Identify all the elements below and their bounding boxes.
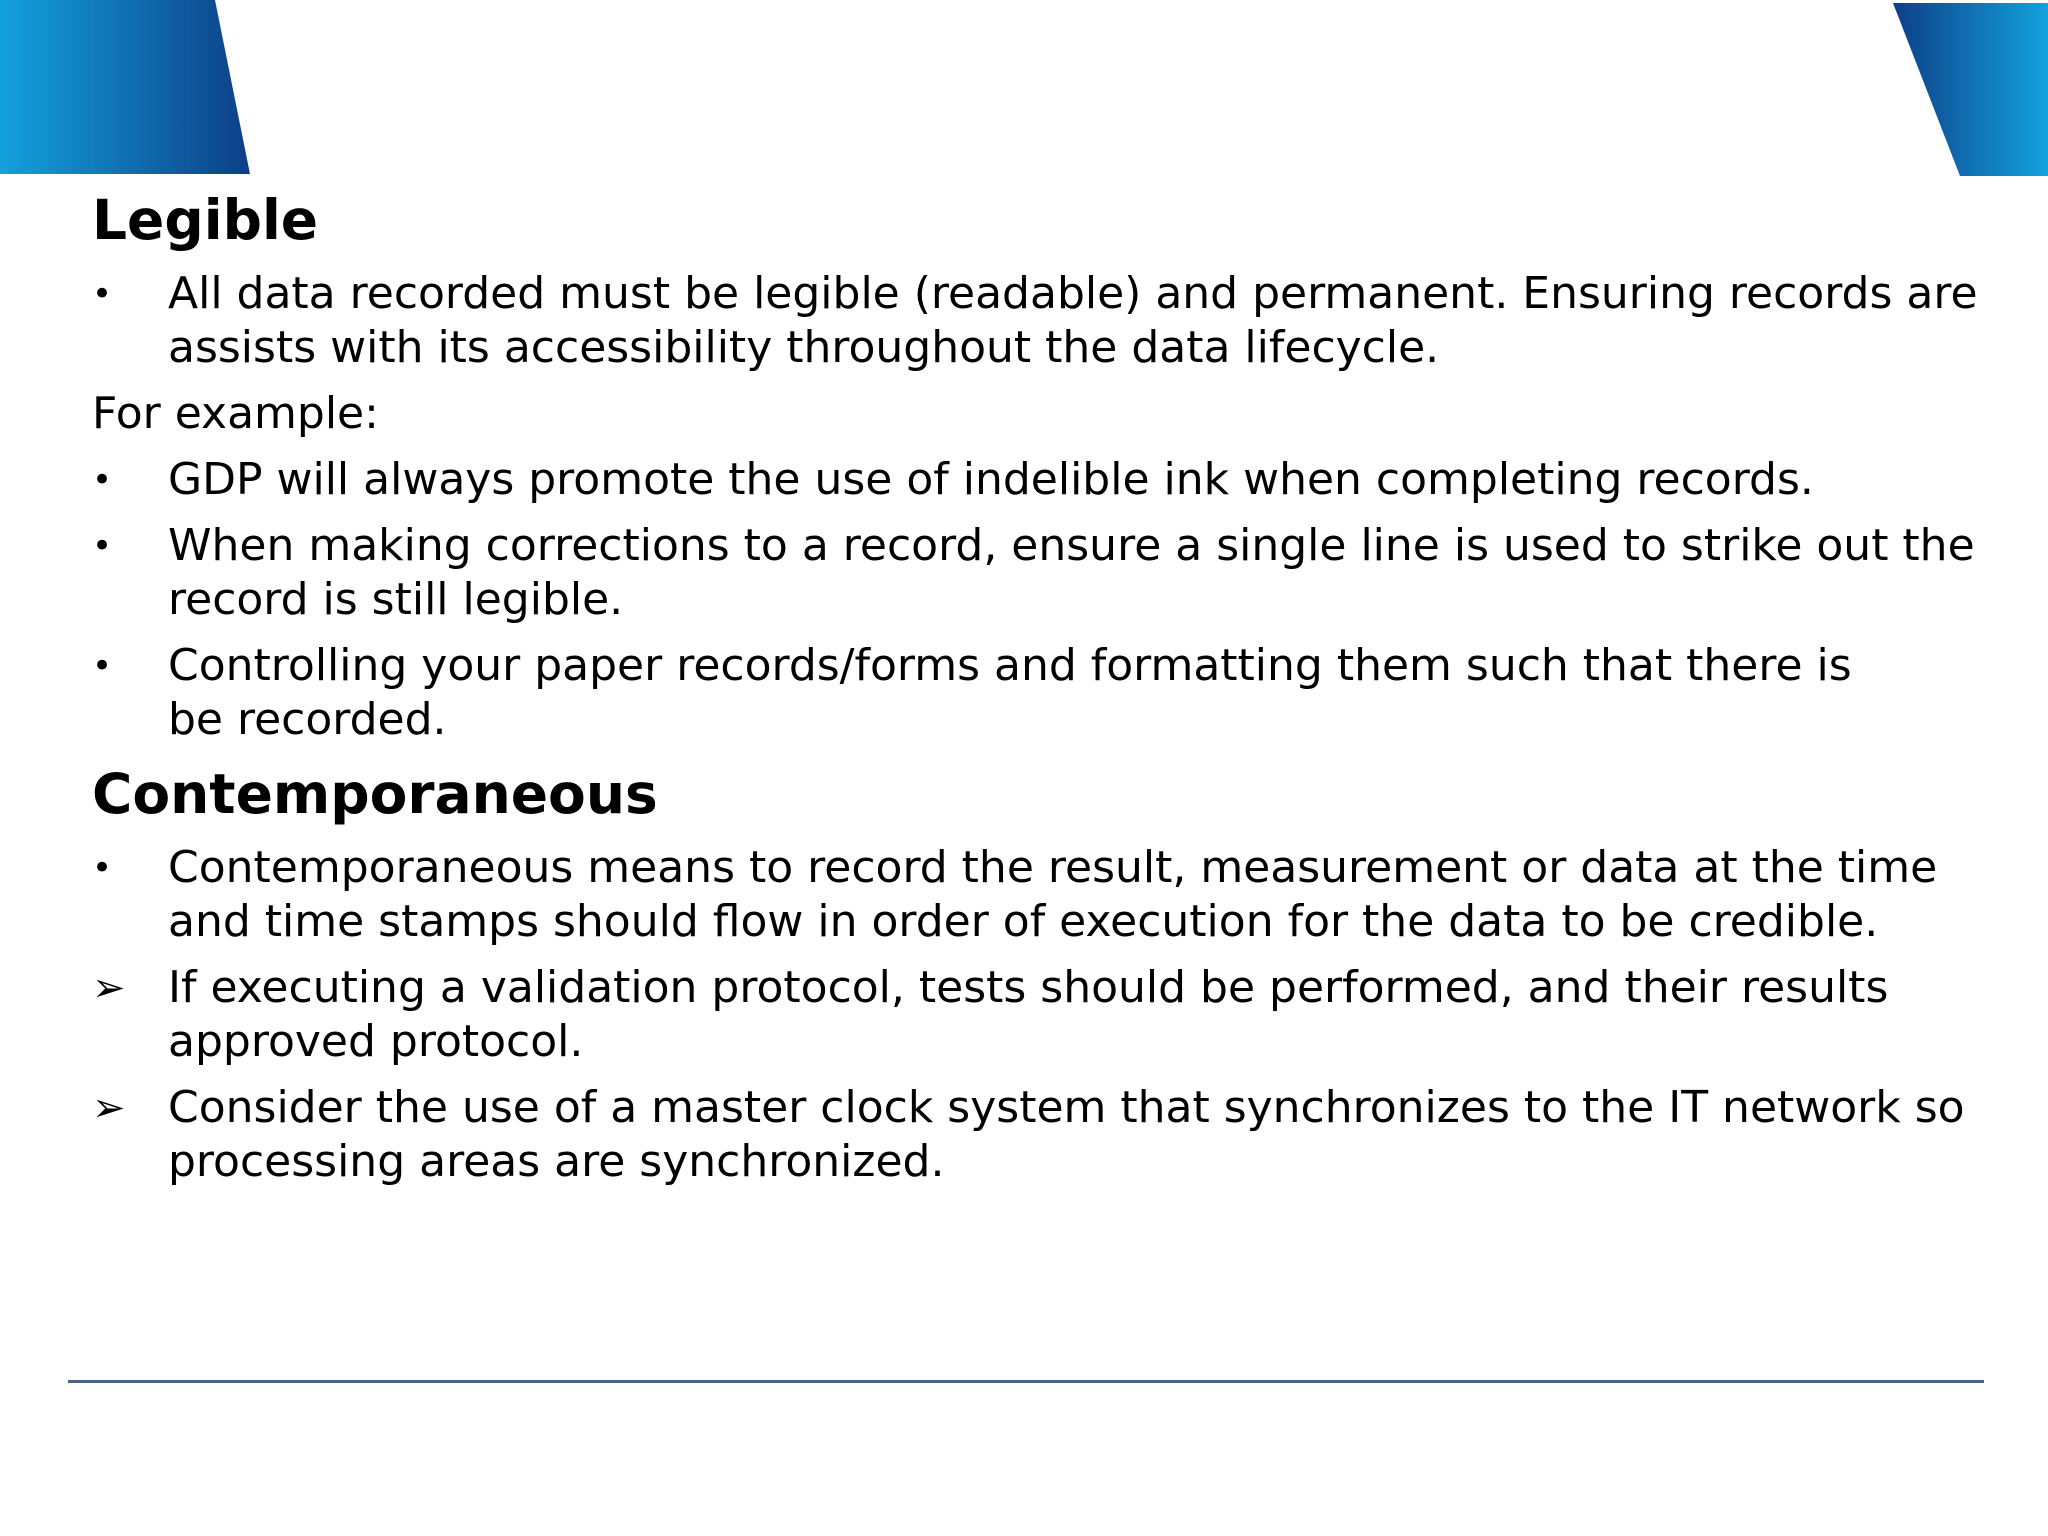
footer-divider <box>68 1380 1984 1383</box>
bullet-item <box>92 267 2032 375</box>
bullet-item <box>92 1081 2032 1189</box>
bullet-dot-icon: • <box>92 848 113 888</box>
bullet-arrow-icon: ➢ <box>92 965 126 1011</box>
bullet-item <box>92 961 2032 1069</box>
bullet-line: Contemporaneous means to record the result, measurement or data at the time <box>168 842 1938 893</box>
header-decoration <box>0 0 2048 180</box>
bullet-line: GDP will always promote the use of indelible ink when completing records. <box>168 454 1814 505</box>
bullet-arrow-icon: ➢ <box>92 1085 126 1131</box>
bullet-line: When making corrections to a record, ensure a single line is used to strike out the <box>168 520 1975 571</box>
bullet-line: assists with its accessibility throughout the data lifecycle. <box>168 322 1440 373</box>
bullet-item <box>92 519 2032 627</box>
bullet-item <box>92 639 2032 747</box>
for-example-label: For example: <box>92 388 379 439</box>
bullet-line: and time stamps should flow in order of execution for the data to be credible. <box>168 896 1879 947</box>
bullet-dot-icon: • <box>92 646 113 686</box>
bullet-line: All data recorded must be legible (readable) and permanent. Ensuring records are <box>168 268 1978 319</box>
bullet-line: be recorded. <box>168 694 447 745</box>
header-left-shape <box>0 0 250 174</box>
header-right-shape <box>1893 3 2048 176</box>
slide-content <box>92 185 2032 1189</box>
bullet-item <box>92 453 2032 507</box>
bullet-dot-icon: • <box>92 274 113 314</box>
section-heading-legible: Legible <box>92 188 319 252</box>
bullet-dot-icon: • <box>92 526 113 566</box>
bullet-line: approved protocol. <box>168 1016 584 1067</box>
bullet-item <box>92 841 2032 949</box>
bullet-line: processing areas are synchronized. <box>168 1136 945 1187</box>
bullet-line: If executing a validation protocol, tests should be performed, and their results <box>168 962 1889 1013</box>
bullet-line: Consider the use of a master clock system that synchronizes to the IT network so <box>168 1082 1965 1133</box>
bullet-line: Controlling your paper records/forms and formatting them such that there is <box>168 640 1852 691</box>
bullet-line: record is still legible. <box>168 574 624 625</box>
section-heading-contemporaneous: Contemporaneous <box>92 762 658 826</box>
bullet-dot-icon: • <box>92 460 113 500</box>
